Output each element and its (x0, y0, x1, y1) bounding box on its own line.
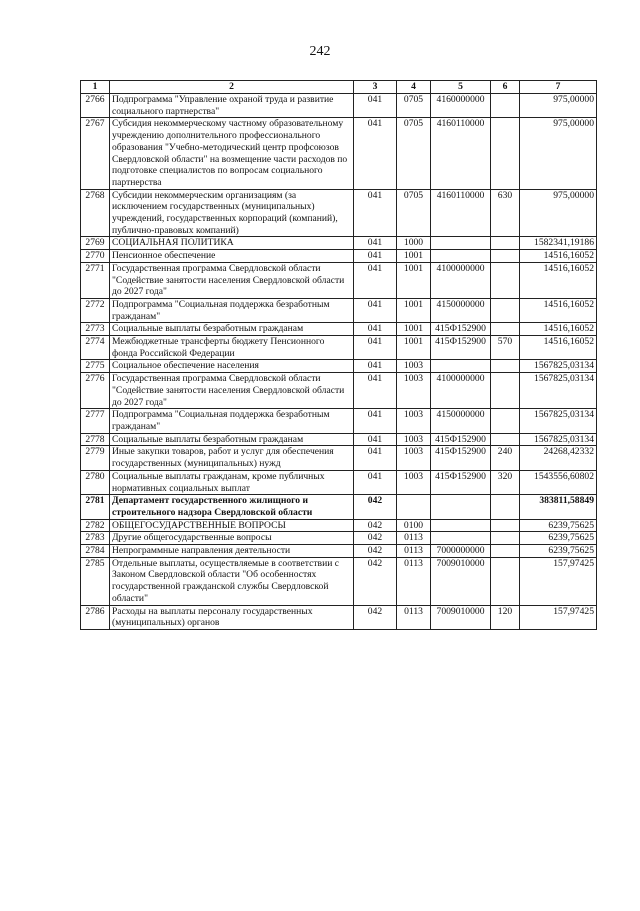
page-number: 242 (309, 44, 331, 59)
row-name: Пенсионное обеспечение (110, 250, 354, 263)
row-number: 2780 (81, 470, 110, 494)
row-ministry-code: 042 (354, 495, 397, 519)
row-target-code (431, 360, 491, 373)
row-section-code: 1003 (397, 360, 431, 373)
row-name: Социальные выплаты безработным гражданам (110, 323, 354, 336)
row-section-code: 1001 (397, 336, 431, 360)
row-name: Государственная программа Свердловской области "Содействие занятости населения Свердловской области до 2027 года" (110, 373, 354, 409)
row-amount: 14516,16052 (520, 336, 597, 360)
row-number: 2774 (81, 336, 110, 360)
row-ministry-code: 041 (354, 94, 397, 118)
row-number: 2778 (81, 433, 110, 446)
row-amount: 975,00000 (520, 189, 597, 237)
row-name: Социальное обеспечение населения (110, 360, 354, 373)
row-ministry-code: 042 (354, 532, 397, 545)
row-section-code: 1003 (397, 433, 431, 446)
row-section-code: 1000 (397, 237, 431, 250)
table-row (81, 557, 597, 605)
header-row (81, 81, 597, 94)
row-target-code (431, 519, 491, 532)
row-ministry-code: 042 (354, 519, 397, 532)
row-target-code: 4160110000 (431, 189, 491, 237)
row-ministry-code: 041 (354, 237, 397, 250)
row-ministry-code: 041 (354, 189, 397, 237)
table-row (81, 336, 597, 360)
row-expense-type-code (491, 373, 520, 409)
row-section-code: 0705 (397, 118, 431, 189)
row-ministry-code: 041 (354, 298, 397, 322)
row-name: Непрограммные направления деятельности (110, 545, 354, 558)
row-number: 2770 (81, 250, 110, 263)
row-number: 2786 (81, 605, 110, 629)
row-expense-type-code (491, 557, 520, 605)
row-target-code: 4100000000 (431, 373, 491, 409)
row-amount: 24268,42332 (520, 446, 597, 470)
row-amount: 1543556,60802 (520, 470, 597, 494)
table-row (81, 532, 597, 545)
row-name: Подпрограмма "Социальная поддержка безработным гражданам" (110, 298, 354, 322)
row-section-code: 1003 (397, 373, 431, 409)
budget-table (80, 80, 597, 630)
row-ministry-code: 042 (354, 557, 397, 605)
row-section-code: 1001 (397, 298, 431, 322)
column-header: 1 (81, 81, 110, 94)
row-ministry-code: 042 (354, 605, 397, 629)
row-amount: 14516,16052 (520, 298, 597, 322)
row-name: Иные закупки товаров, работ и услуг для обеспечения государственных (муниципальных) нужд (110, 446, 354, 470)
table-row (81, 237, 597, 250)
row-number: 2779 (81, 446, 110, 470)
row-section-code: 1003 (397, 470, 431, 494)
row-ministry-code: 041 (354, 433, 397, 446)
row-target-code: 4150000000 (431, 298, 491, 322)
column-header: 3 (354, 81, 397, 94)
row-number: 2772 (81, 298, 110, 322)
row-name: ОБЩЕГОСУДАРСТВЕННЫЕ ВОПРОСЫ (110, 519, 354, 532)
row-section-code: 0113 (397, 532, 431, 545)
table-row (81, 250, 597, 263)
row-name: Департамент государственного жилищного и строительного надзора Свердловской области (110, 495, 354, 519)
row-number: 2769 (81, 237, 110, 250)
row-target-code: 4100000000 (431, 262, 491, 298)
row-number: 2777 (81, 409, 110, 433)
row-ministry-code: 041 (354, 360, 397, 373)
row-expense-type-code (491, 409, 520, 433)
row-expense-type-code (491, 519, 520, 532)
row-amount: 1567825,03134 (520, 433, 597, 446)
table-row (81, 470, 597, 494)
row-section-code: 0113 (397, 605, 431, 629)
column-header: 4 (397, 81, 431, 94)
row-expense-type-code (491, 323, 520, 336)
row-target-code: 4160110000 (431, 118, 491, 189)
row-section-code: 0100 (397, 519, 431, 532)
row-number: 2785 (81, 557, 110, 605)
row-target-code (431, 495, 491, 519)
row-amount: 157,97425 (520, 605, 597, 629)
row-expense-type-code: 570 (491, 336, 520, 360)
table-row (81, 446, 597, 470)
row-expense-type-code (491, 250, 520, 263)
row-target-code: 415Ф152900 (431, 323, 491, 336)
row-expense-type-code (491, 360, 520, 373)
table-row (81, 373, 597, 409)
row-ministry-code: 041 (354, 323, 397, 336)
row-expense-type-code (491, 433, 520, 446)
row-number: 2783 (81, 532, 110, 545)
table-row (81, 323, 597, 336)
row-number: 2768 (81, 189, 110, 237)
row-expense-type-code (491, 237, 520, 250)
row-amount: 6239,75625 (520, 519, 597, 532)
row-expense-type-code (491, 532, 520, 545)
row-amount: 6239,75625 (520, 545, 597, 558)
row-name: Социальные выплаты гражданам, кроме публичных нормативных социальных выплат (110, 470, 354, 494)
column-header: 2 (110, 81, 354, 94)
table-row (81, 94, 597, 118)
row-section-code: 0113 (397, 545, 431, 558)
row-ministry-code: 041 (354, 470, 397, 494)
row-expense-type-code (491, 118, 520, 189)
table-row (81, 433, 597, 446)
row-target-code: 415Ф152900 (431, 433, 491, 446)
row-name: Субсидия некоммерческому частному образовательному учреждению дополнительного профессионального образования "Учебно-методический центр профсоюзов Свердловской области" на возмещение части расходов по подготовке специалистов по вопросам социального партнерства (110, 118, 354, 189)
row-section-code: 0113 (397, 557, 431, 605)
row-name: Подпрограмма "Социальная поддержка безработным гражданам" (110, 409, 354, 433)
row-expense-type-code (491, 262, 520, 298)
row-amount: 383811,58849 (520, 495, 597, 519)
row-amount: 14516,16052 (520, 262, 597, 298)
row-name: Подпрограмма "Управление охраной труда и развитие социального партнерства" (110, 94, 354, 118)
row-ministry-code: 041 (354, 373, 397, 409)
table-row (81, 545, 597, 558)
row-section-code: 1003 (397, 409, 431, 433)
row-expense-type-code (491, 545, 520, 558)
row-ministry-code: 042 (354, 545, 397, 558)
row-ministry-code: 041 (354, 262, 397, 298)
row-target-code: 415Ф152900 (431, 446, 491, 470)
table-row (81, 519, 597, 532)
row-section-code: 0705 (397, 94, 431, 118)
row-section-code: 1001 (397, 262, 431, 298)
row-target-code: 7009010000 (431, 605, 491, 629)
row-name: Межбюджетные трансферты бюджету Пенсионного фонда Российской Федерации (110, 336, 354, 360)
row-number: 2781 (81, 495, 110, 519)
row-name: Социальные выплаты безработным гражданам (110, 433, 354, 446)
row-ministry-code: 041 (354, 446, 397, 470)
row-ministry-code: 041 (354, 118, 397, 189)
row-number: 2784 (81, 545, 110, 558)
row-section-code: 0705 (397, 189, 431, 237)
row-name: Расходы на выплаты персоналу государственных (муниципальных) органов (110, 605, 354, 629)
row-expense-type-code: 320 (491, 470, 520, 494)
row-amount: 14516,16052 (520, 323, 597, 336)
row-target-code (431, 237, 491, 250)
column-header: 6 (491, 81, 520, 94)
row-target-code (431, 532, 491, 545)
row-section-code: 1001 (397, 323, 431, 336)
column-header: 5 (431, 81, 491, 94)
row-number: 2782 (81, 519, 110, 532)
row-amount: 1567825,03134 (520, 360, 597, 373)
row-amount: 157,97425 (520, 557, 597, 605)
row-name: СОЦИАЛЬНАЯ ПОЛИТИКА (110, 237, 354, 250)
row-ministry-code: 041 (354, 250, 397, 263)
row-name: Другие общегосударственные вопросы (110, 532, 354, 545)
column-header: 7 (520, 81, 597, 94)
row-name: Субсидии некоммерческим организациям (за исключением государственных (муниципальных) учреждений, государственных корпораций (компаний), публично-правовых компаний) (110, 189, 354, 237)
row-number: 2767 (81, 118, 110, 189)
row-target-code: 4150000000 (431, 409, 491, 433)
row-expense-type-code (491, 298, 520, 322)
row-amount: 975,00000 (520, 94, 597, 118)
row-expense-type-code (491, 495, 520, 519)
row-amount: 1567825,03134 (520, 409, 597, 433)
row-amount: 1567825,03134 (520, 373, 597, 409)
row-section-code (397, 495, 431, 519)
row-target-code: 4160000000 (431, 94, 491, 118)
table-row (81, 298, 597, 322)
row-amount: 1582341,19186 (520, 237, 597, 250)
table-row (81, 262, 597, 298)
row-target-code: 7009010000 (431, 557, 491, 605)
row-expense-type-code: 630 (491, 189, 520, 237)
table-row (81, 605, 597, 629)
row-amount: 975,00000 (520, 118, 597, 189)
row-target-code: 7000000000 (431, 545, 491, 558)
row-section-code: 1003 (397, 446, 431, 470)
row-number: 2771 (81, 262, 110, 298)
table-row (81, 118, 597, 189)
row-target-code: 415Ф152900 (431, 470, 491, 494)
row-number: 2776 (81, 373, 110, 409)
row-name: Отдельные выплаты, осуществляемые в соответствии с Законом Свердловской области "Об особенностях государственной гражданской службы Свердловской области" (110, 557, 354, 605)
row-expense-type-code: 120 (491, 605, 520, 629)
row-amount: 6239,75625 (520, 532, 597, 545)
row-name: Государственная программа Свердловской области "Содействие занятости населения Свердловской области до 2027 года" (110, 262, 354, 298)
row-ministry-code: 041 (354, 409, 397, 433)
row-expense-type-code (491, 94, 520, 118)
table-row (81, 189, 597, 237)
row-target-code: 415Ф152900 (431, 336, 491, 360)
row-ministry-code: 041 (354, 336, 397, 360)
row-number: 2773 (81, 323, 110, 336)
row-target-code (431, 250, 491, 263)
row-number: 2775 (81, 360, 110, 373)
row-section-code: 1001 (397, 250, 431, 263)
row-number: 2766 (81, 94, 110, 118)
table-row (81, 495, 597, 519)
row-amount: 14516,16052 (520, 250, 597, 263)
table-row (81, 360, 597, 373)
table-row (81, 409, 597, 433)
row-expense-type-code: 240 (491, 446, 520, 470)
